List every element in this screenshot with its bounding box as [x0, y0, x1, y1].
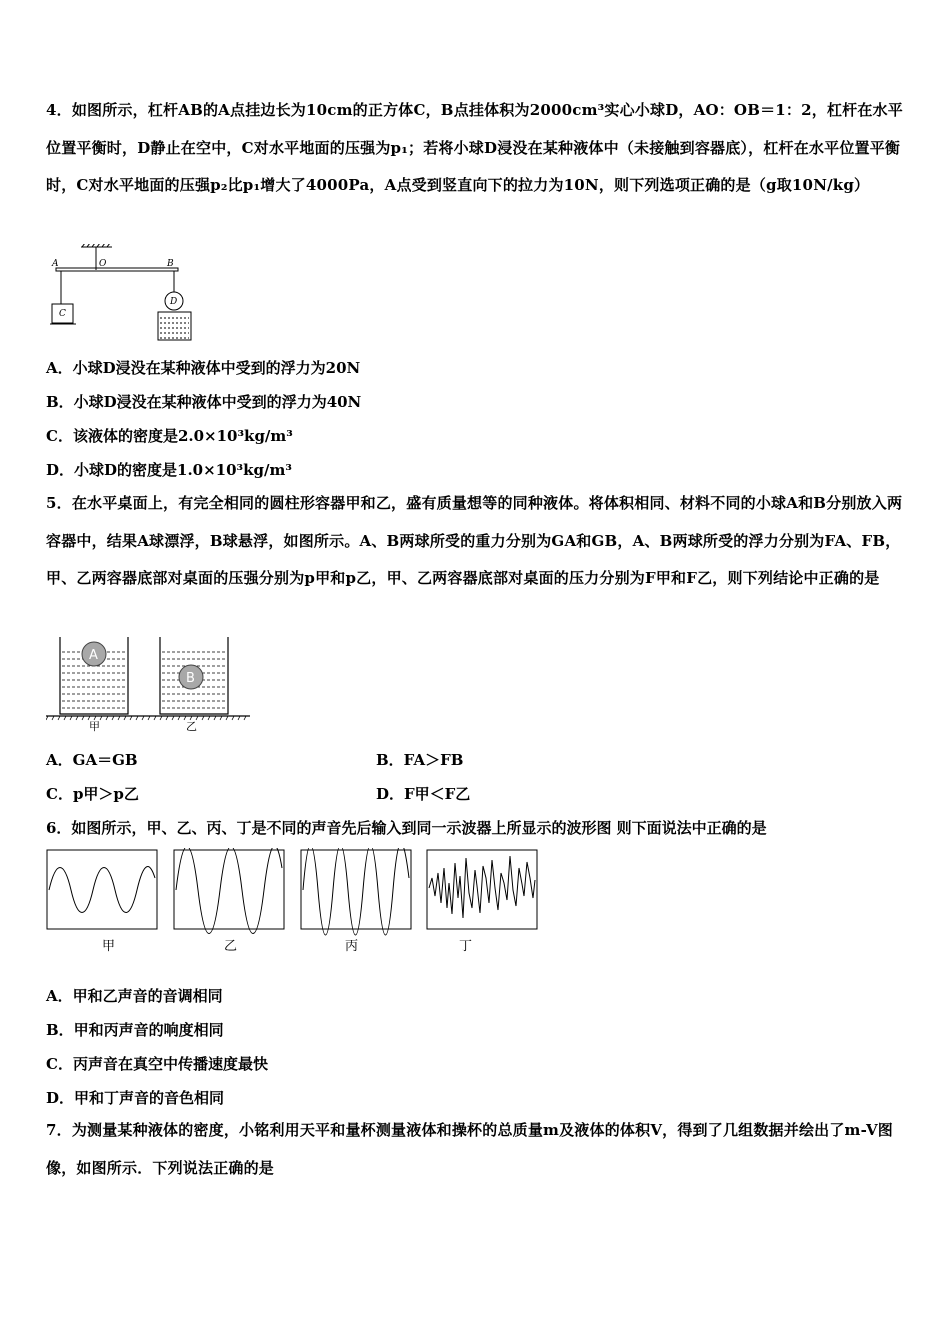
container-jia-label: 甲 [89, 720, 100, 732]
wave-label-yi: 乙 [224, 939, 238, 954]
q5-option-c: C．p甲＞p乙 [46, 785, 139, 803]
wave-ding [429, 856, 535, 918]
label-b: B [167, 259, 174, 269]
q5-option-d: D．F甲＜F乙 [376, 785, 471, 803]
wave-label-jia: 甲 [102, 939, 116, 954]
q6-option-a: A．甲和乙声音的音调相同 [46, 987, 223, 1005]
q5-option-a: A．GA＝GB [46, 751, 138, 769]
label-o: O [99, 259, 107, 269]
label-d: D [170, 297, 178, 307]
wave-jia [49, 867, 155, 913]
wave-label-ding: 丁 [459, 939, 473, 954]
q7-stem: 7．为测量某种液体的密度，小铭利用天平和量杯测量液体和操杯的总质量m及液体的体积V，得到了几组数据并绘出了m-V图像，如图所示．下列说法正确的是 [46, 1121, 893, 1177]
wave-yi [176, 848, 282, 934]
q6-stem: 6．如图所示，甲、乙、丙、丁是不同的声音先后输入到同一示波器上所显示的波形图 则下面说法中正确的是 [46, 819, 767, 837]
q6-option-b: B．甲和丙声音的响度相同 [46, 1021, 224, 1039]
q5-containers-figure [46, 632, 250, 732]
q4-option-c: C．该液体的密度是2.0×10³kg/m³ [46, 427, 293, 445]
q6-option-d: D．甲和丁声音的音色相同 [46, 1089, 225, 1107]
container-yi-label: 乙 [186, 720, 197, 732]
q4-option-b: B．小球D浸没在某种液体中受到的浮力为40N [46, 393, 362, 411]
wave-bing [303, 848, 409, 935]
q6-option-c: C．丙声音在真空中传播速度最快 [46, 1055, 268, 1073]
q4-lever-figure [48, 244, 208, 344]
label-c: C [59, 309, 66, 319]
q4-option-d: D．小球D的密度是1.0×10³kg/m³ [46, 461, 292, 479]
q4-stem: 4．如图所示，杠杆AB的A点挂边长为10cm的正方体C，B点挂体积为2000cm³实心小球D，AO：OB＝1：2，杠杆在水平位置平衡时，D静止在空中，C对水平地面的压强为p₁；若将小球D浸没在某种液体中（未接触到容器底），杠杆在水平位置平衡时，C对水平地面的压强p₂比p₁增大了4000Pa，A点受到竖直向下的拉力为10N，则下列选项正确的是（g取10N/kg） [46, 101, 903, 194]
ball-b-label: B [186, 671, 195, 686]
q5-stem: 5．在水平桌面上，有完全相同的圆柱形容器甲和乙，盛有质量想等的同种液体。将体积相同、材料不同的小球A和B分别放入两容器中，结果A球漂浮，B球悬浮，如图所示。A、B两球所受的重力分别为GA和GB，A、B两球所受的浮力分别为FA、FB，甲、乙两容器底部对桌面的压强分别为p甲和p乙，甲、乙两容器底部对桌面的压力分别为F甲和F乙，则下列结论中正确的是 [46, 494, 903, 587]
ball-a-label: A [89, 648, 98, 663]
q6-waveform-figure [46, 848, 538, 960]
q4-option-a: A．小球D浸没在某种液体中受到的浮力为20N [46, 359, 361, 377]
wave-label-bing: 丙 [345, 939, 359, 954]
q5-option-b: B．FA＞FB [376, 751, 464, 769]
label-a: A [52, 259, 59, 269]
